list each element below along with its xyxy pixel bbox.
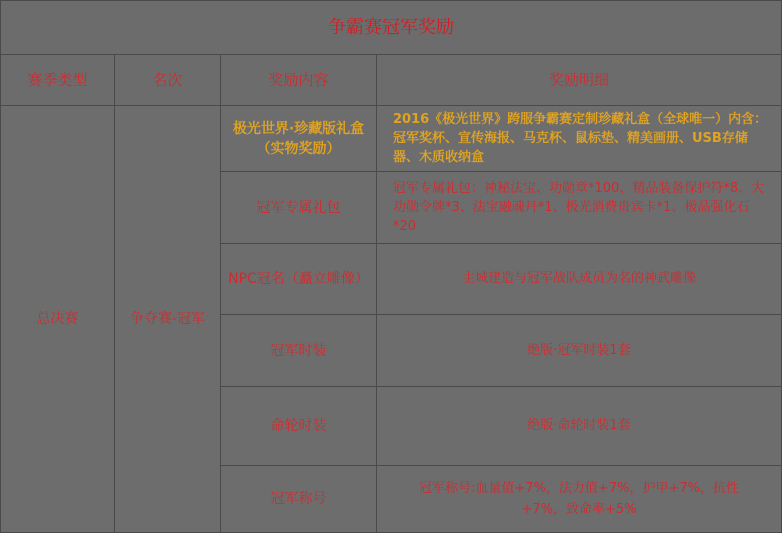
reward-content-cell: 极光世界·珍藏版礼盒（实物奖励） (221, 106, 377, 172)
header-reward-detail: 奖励明细 (377, 55, 782, 106)
header-reward-content: 奖励内容 (221, 55, 377, 106)
rank-cell: 争夺赛-冠军 (115, 106, 221, 533)
reward-detail-cell: 主城建造与冠军战队成员为名的神武雕像 (377, 244, 782, 315)
match-type-cell: 总决赛 (0, 106, 115, 533)
reward-content-cell: NPC冠名（矗立雕像） (221, 244, 377, 315)
reward-content-cell: 冠军专属礼包 (221, 172, 377, 244)
reward-content-cell: 命轮时装 (221, 387, 377, 466)
table-title: 争霸赛冠军奖励 (0, 0, 782, 55)
reward-content-cell: 冠军时装 (221, 315, 377, 387)
reward-detail-cell: 绝版·命轮时装1套 (377, 387, 782, 466)
header-match-type: 赛季类型 (0, 55, 115, 106)
reward-detail-cell: 冠军称号:血量值+7%，法力值+7%，护甲+7%，抗性+7%，致命率+5% (377, 466, 782, 533)
reward-content-cell: 冠军称号 (221, 466, 377, 533)
reward-detail-cell: 绝版·冠军时装1套 (377, 315, 782, 387)
header-rank: 名次 (115, 55, 221, 106)
reward-detail-cell: 冠军专属礼包：神秘法宝、功勋章*100、精品装备保护符*8、大功勋令牌*3、法宝融魂丹*1、极光消费贵宾卡*1、极品强化石*20 (377, 172, 782, 244)
reward-detail-cell: 2016《极光世界》跨服争霸赛定制珍藏礼盒（全球唯一）内含：冠军奖杯、宣传海报、马克杯、鼠标垫、精美画册、USB存储器、木质收纳盒 (377, 106, 782, 172)
